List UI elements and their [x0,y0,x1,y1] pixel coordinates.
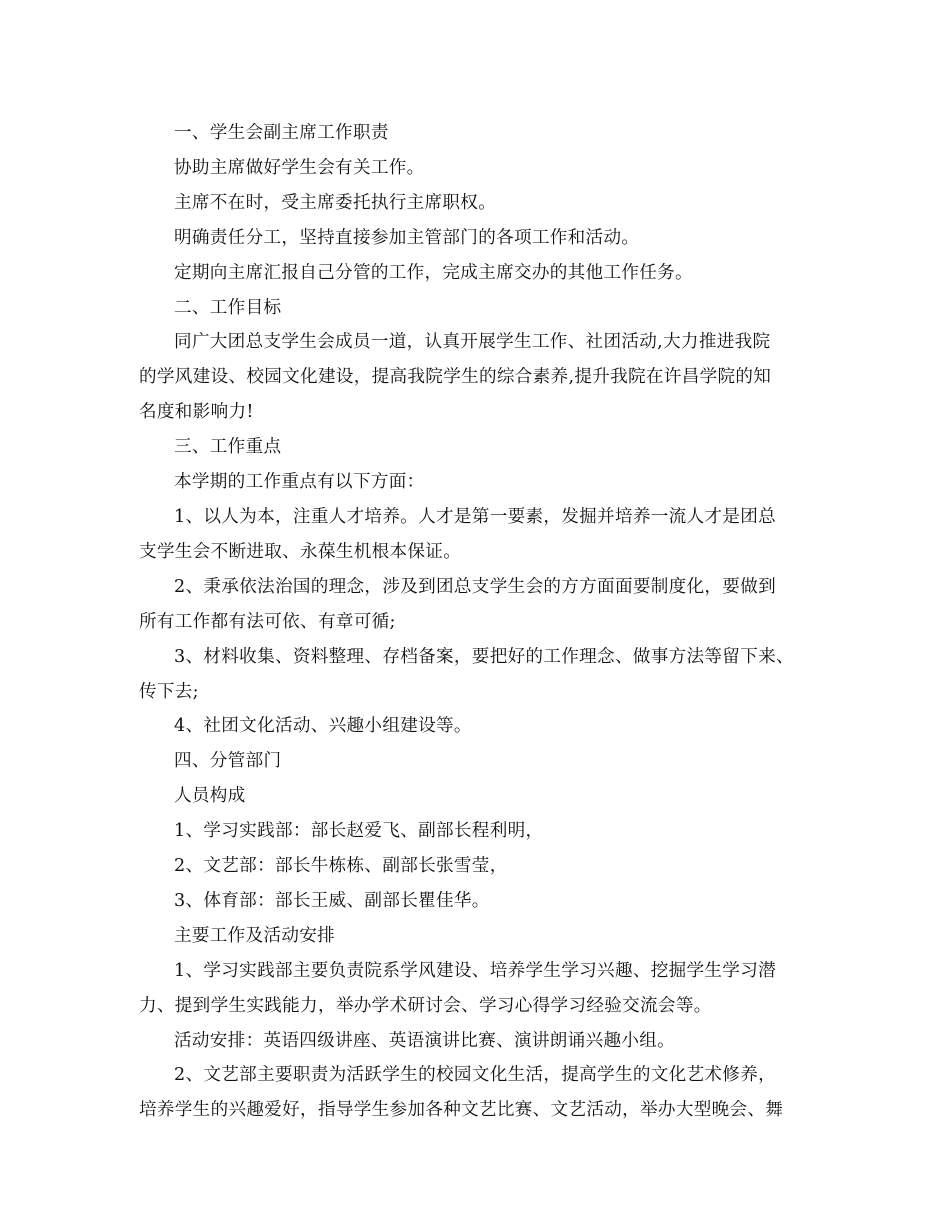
paragraph-continuation-line: 力、提到学生实践能力，举办学术研讨会、学习心得学习经验交流会等。 [139,995,712,1016]
paragraph [139,814,823,849]
paragraph-first-line: 本学期的工作重点有以下方面： [174,472,425,493]
paragraph-first-line: 活动安排：英语四级讲座、英语演讲比赛、演讲朗诵兴趣小组。 [174,1030,676,1051]
paragraph-continuation-line: 所有工作都有法可依、有章可循; [139,611,396,632]
paragraph-first-line: 定期向主席汇报自己分管的工作，完成主席交办的其他工作任务。 [174,262,693,283]
paragraph-first-line: 2、文艺部：部长牛栋栋、副部长张雪莹， [174,856,508,877]
paragraph-first-line: 主席不在时，受主席委托执行主席职权。 [174,192,497,213]
paragraph-first-line: 3、材料收集、资料整理、存档备案，要把好的工作理念、做事方法等留下来、 [174,646,794,667]
paragraph [139,500,823,570]
paragraph [139,186,823,221]
paragraph-continuation-line: 的学风建设、校园文化建设，提高我院学生的综合素养,提升我院在许昌学院的知 [139,367,772,388]
paragraph-first-line: 1、学习实践部主要负责院系学风建设、培养学生学习兴趣、挖掘学生学习潜 [174,960,776,981]
paragraph-continuation-line: 名度和影响力! [139,402,254,423]
paragraph-first-line: 三、工作重点 [174,437,282,458]
paragraph [139,779,823,814]
paragraph [139,954,823,1024]
paragraph-first-line: 人员构成 [174,786,246,807]
paragraph-first-line: 一、学生会副主席工作职责 [174,123,389,143]
paragraph-first-line: 二、工作目标 [174,297,282,318]
paragraph [139,291,823,326]
paragraph [139,465,823,500]
paragraph [139,256,823,291]
paragraph-first-line: 2、文艺部主要职责为活跃学生的校园文化生活，提高学生的文化艺术修养， [174,1065,776,1086]
paragraph [139,640,823,710]
paragraph-first-line: 4、社团文化活动、兴趣小组建设等。 [174,716,472,737]
paragraph-first-line: 1、以人为本，注重人才培养。人才是第一要素，发掘并培养一流人才是团总 [174,506,776,527]
paragraph [139,221,823,256]
paragraph [139,570,823,640]
paragraph [139,709,823,744]
paragraph [139,325,823,430]
paragraph-first-line: 主要工作及活动安排 [174,925,336,946]
paragraph [139,919,823,954]
paragraph-first-line: 四、分管部门 [174,751,282,772]
paragraph-first-line: 3、体育部：部长王威、副部长瞿佳华。 [174,890,490,911]
document-body [139,116,823,1128]
paragraph-first-line: 1、学习实践部：部长赵爱飞、副部长程利明， [174,821,544,842]
paragraph [139,1024,823,1059]
paragraph-continuation-line: 传下去; [139,681,199,702]
paragraph [139,849,823,884]
paragraph-first-line: 明确责任分工，坚持直接参加主管部门的各项工作和活动。 [174,227,640,248]
paragraph [139,1058,823,1128]
paragraph-first-line: 协助主席做好学生会有关工作。 [174,157,425,178]
paragraph-first-line: 2、秉承依法治国的理念，涉及到团总支学生会的方方面面要制度化，要做到 [174,576,776,597]
paragraph [139,884,823,919]
paragraph-first-line: 同广大团总支学生会成员一道，认真开展学生工作、社团活动,大力推进我院 [174,332,771,353]
paragraph [139,430,823,465]
paragraph [139,151,823,186]
paragraph [139,744,823,779]
paragraph [139,116,823,151]
paragraph-continuation-line: 支学生会不断进取、永葆生机根本保证。 [139,541,462,562]
paragraph-continuation-line: 培养学生的兴趣爱好，指导学生参加各种文艺比赛、文艺活动，举办大型晚会、舞 [139,1100,784,1121]
